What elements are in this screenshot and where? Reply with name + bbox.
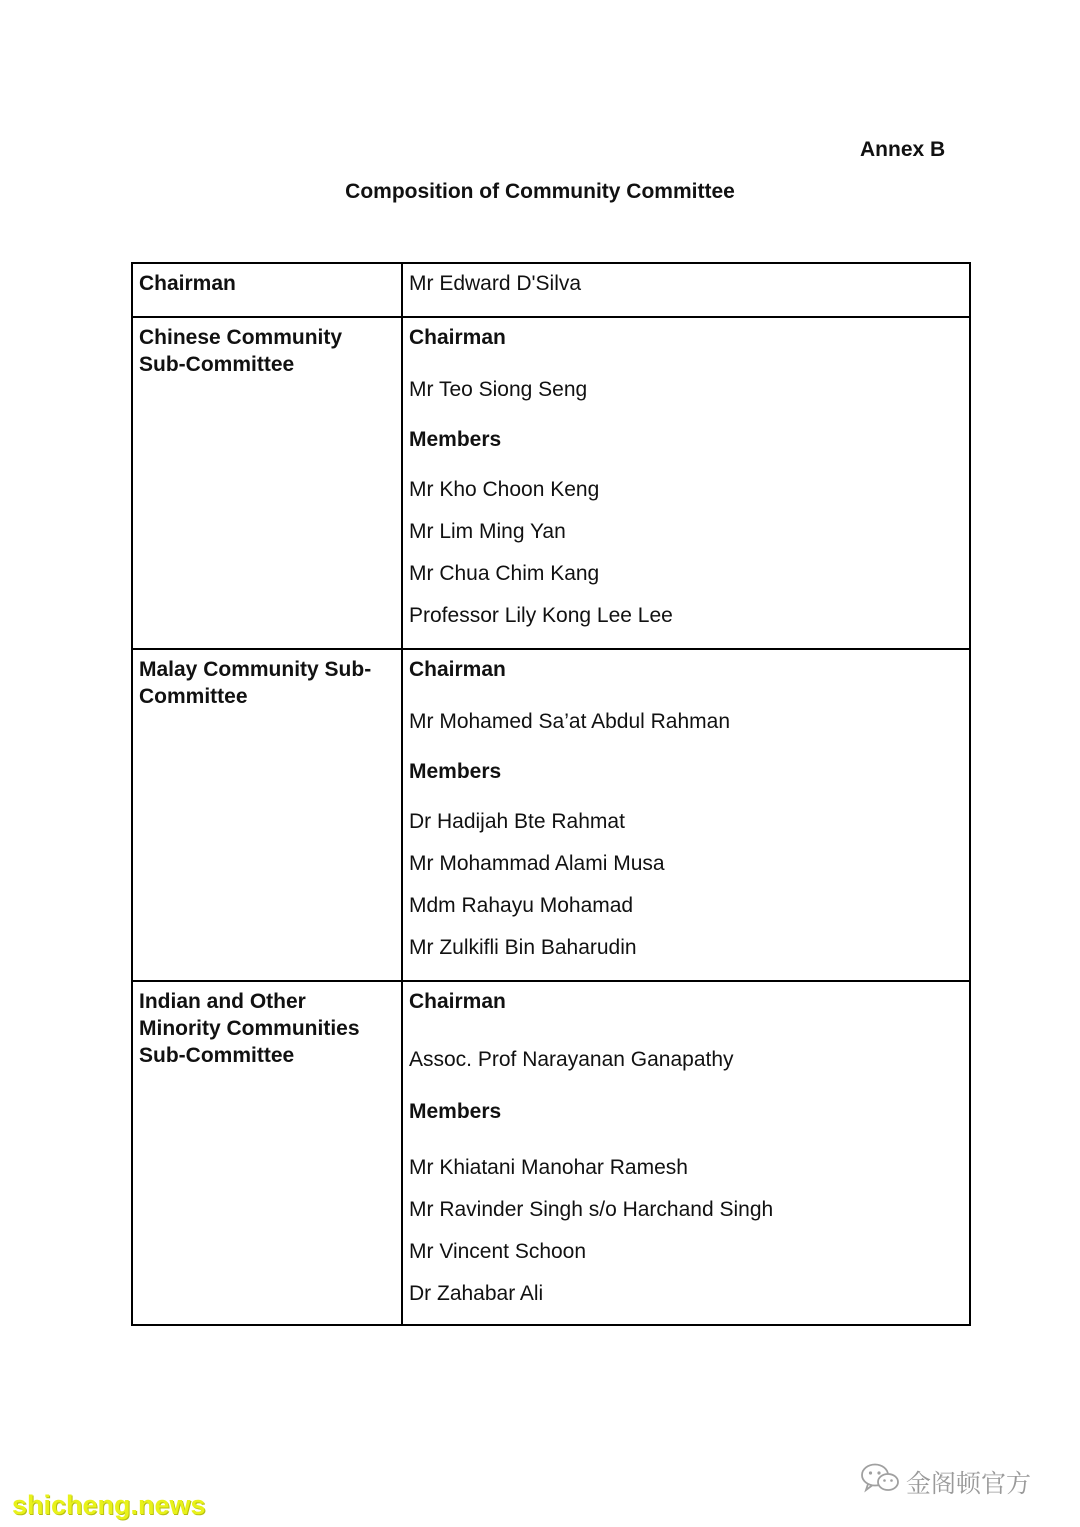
row-label-line: Malay Community Sub- (139, 658, 372, 681)
wechat-icon (860, 1462, 900, 1501)
annex-label: Annex B (860, 138, 946, 161)
chairman-heading: Chairman (409, 658, 506, 681)
row-label-line: Committee (139, 685, 248, 708)
document-title: Composition of Community Committee (345, 180, 735, 203)
table-row-malay-sub-committee (132, 649, 970, 981)
members-heading: Members (409, 1100, 502, 1123)
account-name: 金阁顿官方 (906, 1469, 1032, 1498)
row-content-cell (402, 317, 970, 649)
member-name: Mr Lim Ming Yan (409, 520, 566, 543)
table-row-indian-minority-sub-committee (132, 981, 970, 1325)
row-label-cell (132, 317, 402, 649)
row-content-cell (402, 263, 970, 317)
member-name: Professor Lily Kong Lee Lee (409, 604, 673, 627)
member-name: Mr Kho Choon Keng (409, 478, 600, 501)
member-name: Mr Ravinder Singh s/o Harchand Singh (409, 1198, 774, 1221)
chairman-name: Mr Mohamed Sa’at Abdul Rahman (409, 710, 730, 733)
committee-table (131, 262, 971, 1326)
members-heading: Members (409, 760, 502, 783)
row-label-cell (132, 981, 402, 1325)
row-content-cell (402, 649, 970, 981)
row-content-cell (402, 981, 970, 1325)
chairman-heading: Chairman (409, 326, 506, 349)
member-name: Dr Zahabar Ali (409, 1282, 544, 1305)
chairman-name: Assoc. Prof Narayanan Ganapathy (409, 1048, 734, 1071)
row-label-cell (132, 649, 402, 981)
chairman-name: Mr Teo Siong Seng (409, 378, 588, 401)
row-label-line: Indian and Other (139, 990, 306, 1013)
table-row-chairman (132, 263, 970, 317)
row-label-line: Chairman (139, 272, 236, 295)
row-label-line: Sub-Committee (139, 353, 295, 376)
chairman-name: Mr Edward D'Silva (409, 272, 582, 295)
chairman-heading: Chairman (409, 990, 506, 1013)
table-row-chinese-sub-committee (132, 317, 970, 649)
member-name: Mr Zulkifli Bin Baharudin (409, 936, 637, 959)
member-name: Mr Vincent Schoon (409, 1240, 587, 1263)
row-label-line: Minority Communities (139, 1017, 360, 1040)
member-name: Mdm Rahayu Mohamad (409, 894, 634, 917)
account-watermark (860, 1462, 1031, 1501)
member-name: Mr Khiatani Manohar Ramesh (409, 1156, 688, 1179)
member-name: Dr Hadijah Bte Rahmat (409, 810, 625, 833)
row-label-line: Chinese Community (139, 326, 343, 349)
row-label-cell (132, 263, 402, 317)
site-watermark: shicheng.news (12, 1490, 206, 1520)
members-heading: Members (409, 428, 502, 451)
member-name: Mr Chua Chim Kang (409, 562, 600, 585)
member-name: Mr Mohammad Alami Musa (409, 852, 665, 875)
row-label-line: Sub-Committee (139, 1044, 295, 1067)
